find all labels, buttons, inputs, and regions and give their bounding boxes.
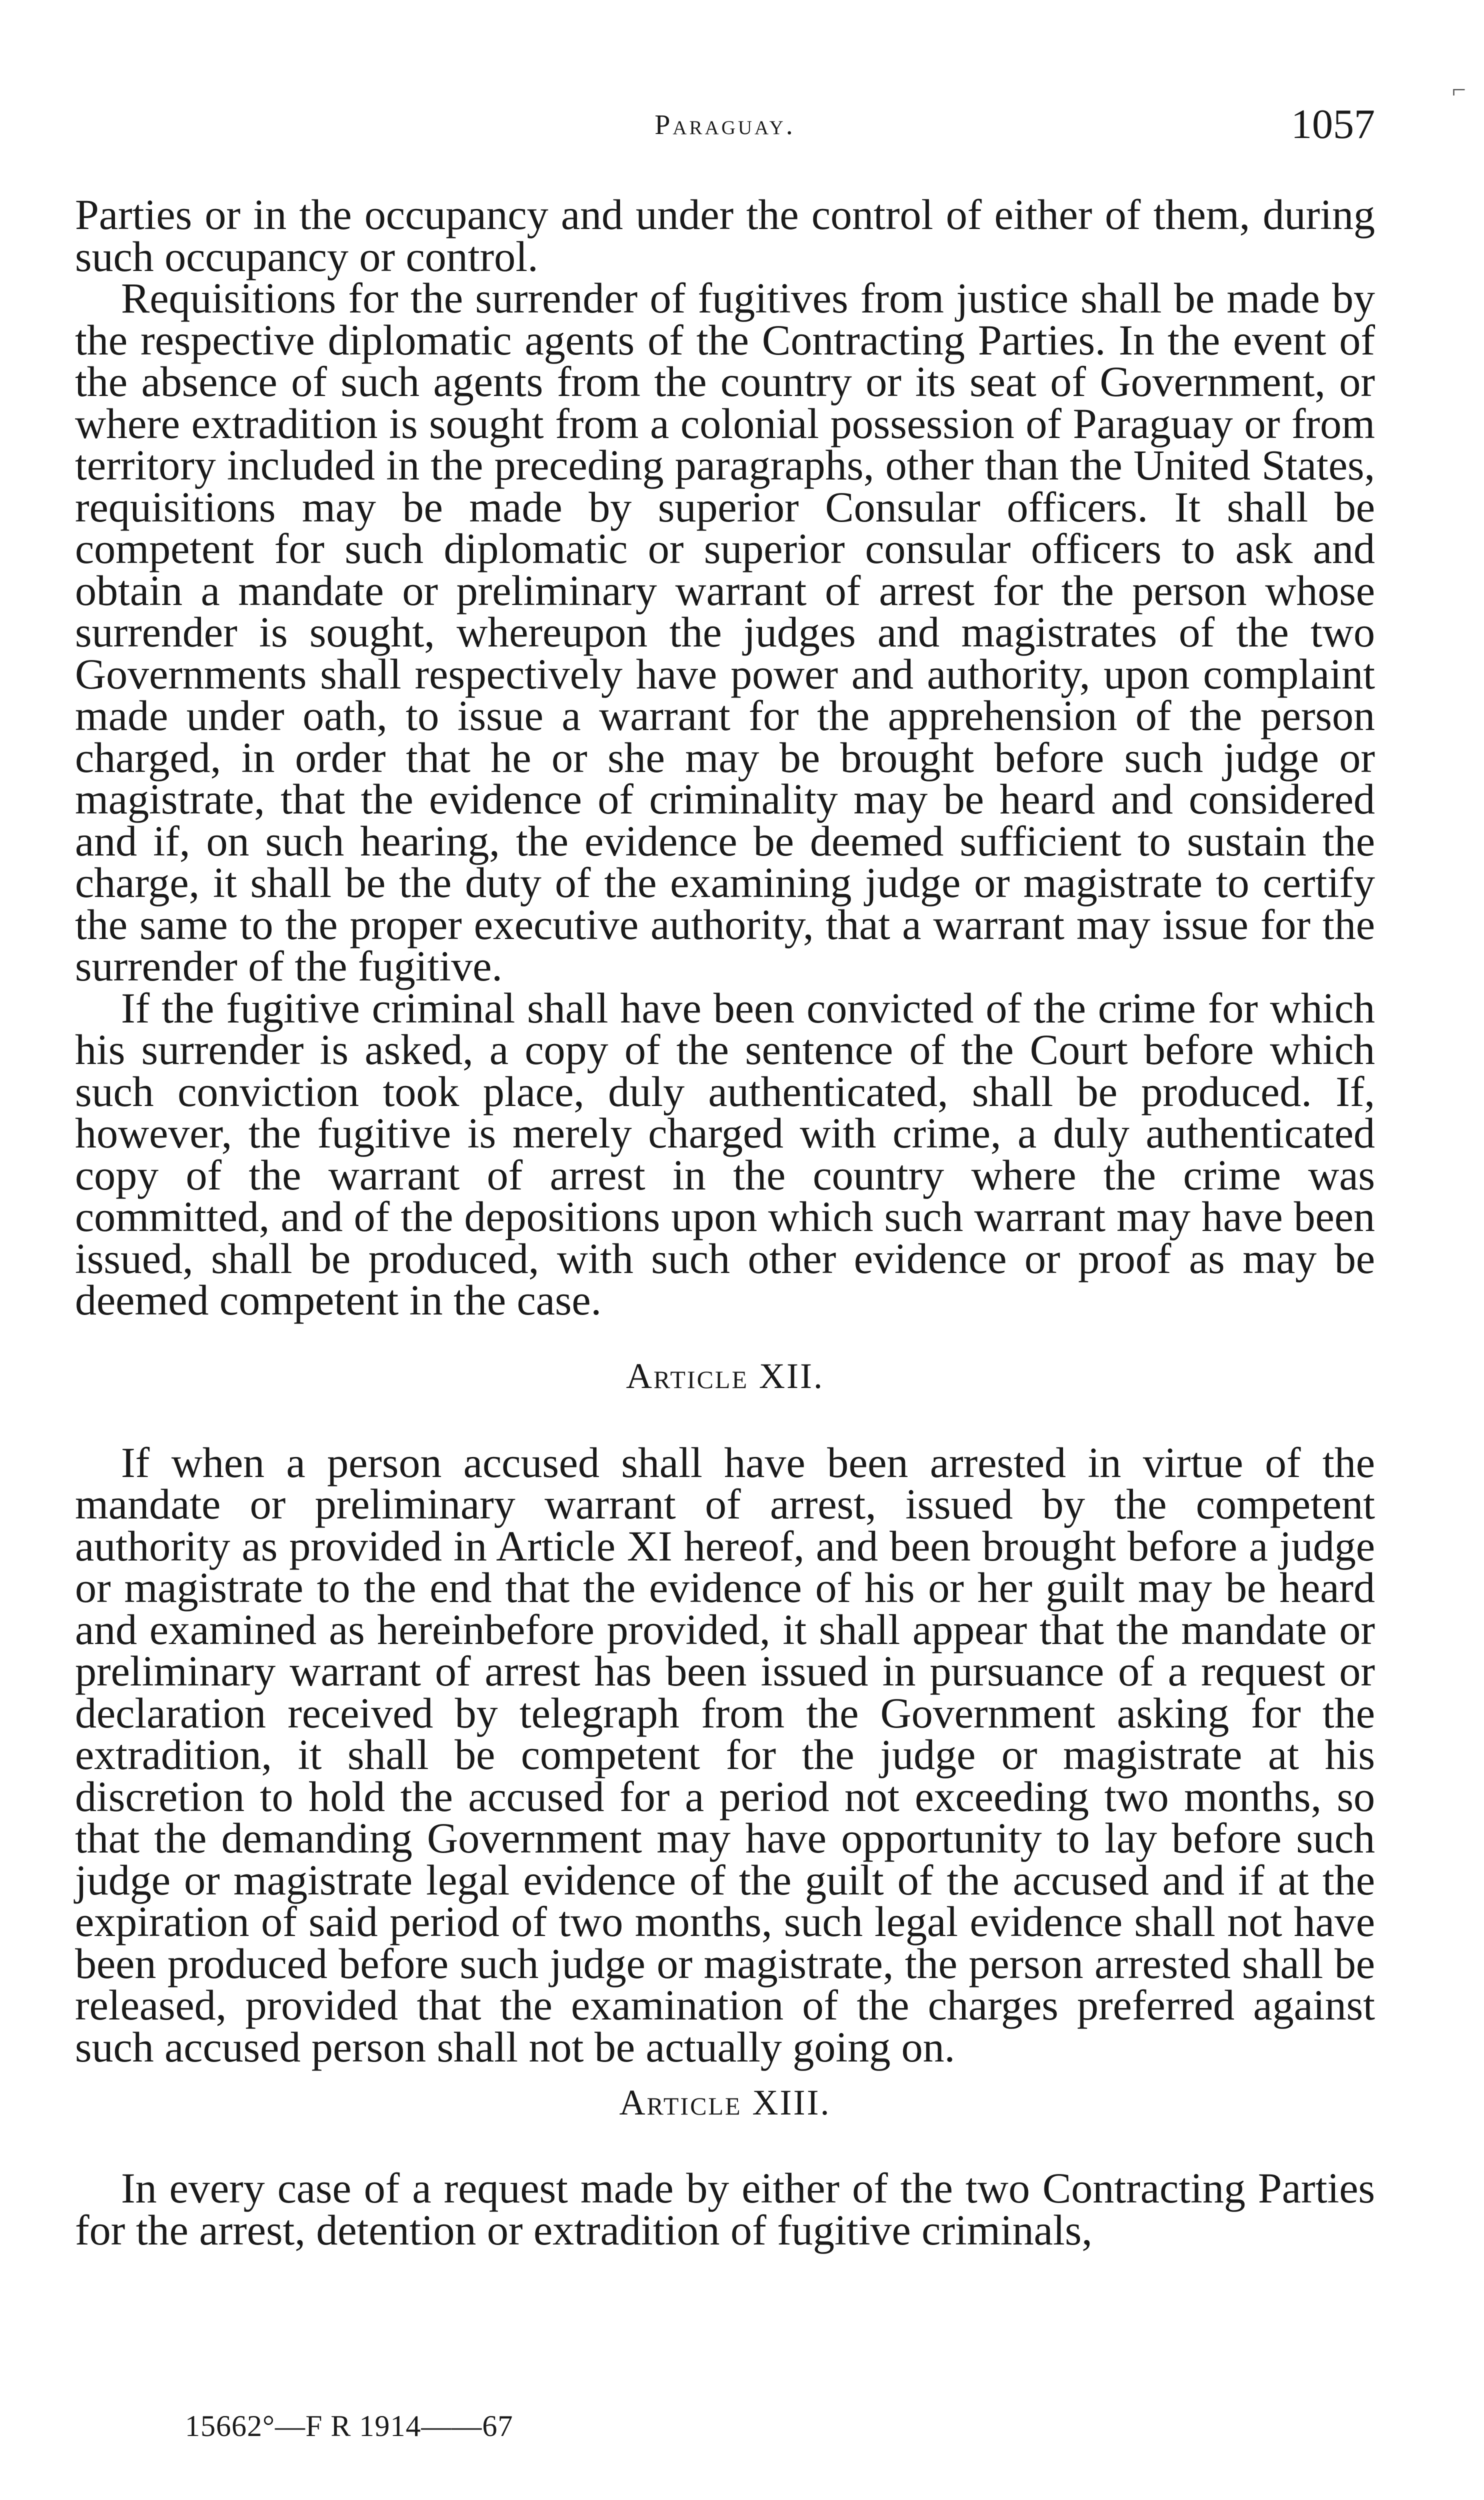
paragraph-article-xiii: In every case of a request made by either of the two Contracting Parties for the arrest, detention or extradition of fugitive criminals, [75, 2164, 1375, 2254]
article-xii-heading: Article XII. [626, 1356, 824, 1396]
printer-signature: 15662°—F R 1914——67 [185, 2410, 514, 2442]
running-head [75, 100, 1375, 155]
paragraph-convicted-fugitive: If the fugitive criminal shall have been convicted of the crime for which his surrender is asked, a copy of the sentence of the Court before which such conviction took place, duly authenticated, shall be produced. If, however, the fugitive is merely charged with crime, a duly authenticated copy of the warrant of arrest in the country where the crime was committed, and of the depositions upon which such warrant may have been issued, shall be produced, with such other evidence or proof as may be deemed competent in the case. [75, 984, 1375, 1324]
page-number: 1057 [1291, 101, 1375, 148]
margin-mark: ⌐ [1452, 76, 1466, 104]
paragraph-continuation: Parties or in the occupancy and under the control of either of them, during such occupancy or control. [75, 190, 1375, 280]
article-xiii-heading: Article XIII. [619, 2082, 831, 2122]
body-text [75, 190, 1375, 2254]
running-title: Paraguay. [654, 110, 796, 140]
paragraph-requisitions: Requisitions for the surrender of fugitives from justice shall be made by the respective diplomatic agents of the Contracting Parties. In the event of the absence of such agents from the country or its seat of Government, or where extradition is sought from a colonial possession of Paraguay or from territory included in the preceding paragraphs, other than the United States, requisitions may be made by superior Consular officers. It shall be competent for such diplomatic or superior consular officers to ask and obtain a mandate or preliminary warrant of arrest for the person whose surrender is sought, whereupon the judges and magistrates of the two Governments shall respectively have power and authority, upon complaint made under oath, to issue a warrant for the apprehension of the person charged, in order that he or she may be brought before such judge or magistrate, that the evidence of criminality may be heard and considered and if, on such hearing, the evidence be deemed sufficient to sustain the charge, it shall be the duty of the examining judge or magistrate to certify the same to the proper executive authority, that a warrant may issue for the surrender of the fugitive. [75, 274, 1375, 990]
paragraph-article-xii: If when a person accused shall have been arrested in virtue of the mandate or preliminary warrant of arrest, issued by the competent authority as provided in Article XI hereof, and been brought before a judge or magistrate to the end that the evidence of his or her guilt may be heard and examined as hereinbefore provided, it shall appear that the mandate or preliminary warrant of arrest has been issued in pursuance of a request or declaration received by telegraph from the Government asking for the extradition, it shall be competent for the judge or magistrate at his discretion to hold the accused for a period not exceeding two months, so that the demanding Government may have opportunity to lay before such judge or magistrate legal evidence of the guilt of the accused and if at the expiration of said period of two months, such legal evidence shall not have been produced before such judge or magistrate, the person arrested shall be released, provided that the examination of the charges preferred against such accused person shall not be actually going on. [75, 1438, 1375, 2071]
